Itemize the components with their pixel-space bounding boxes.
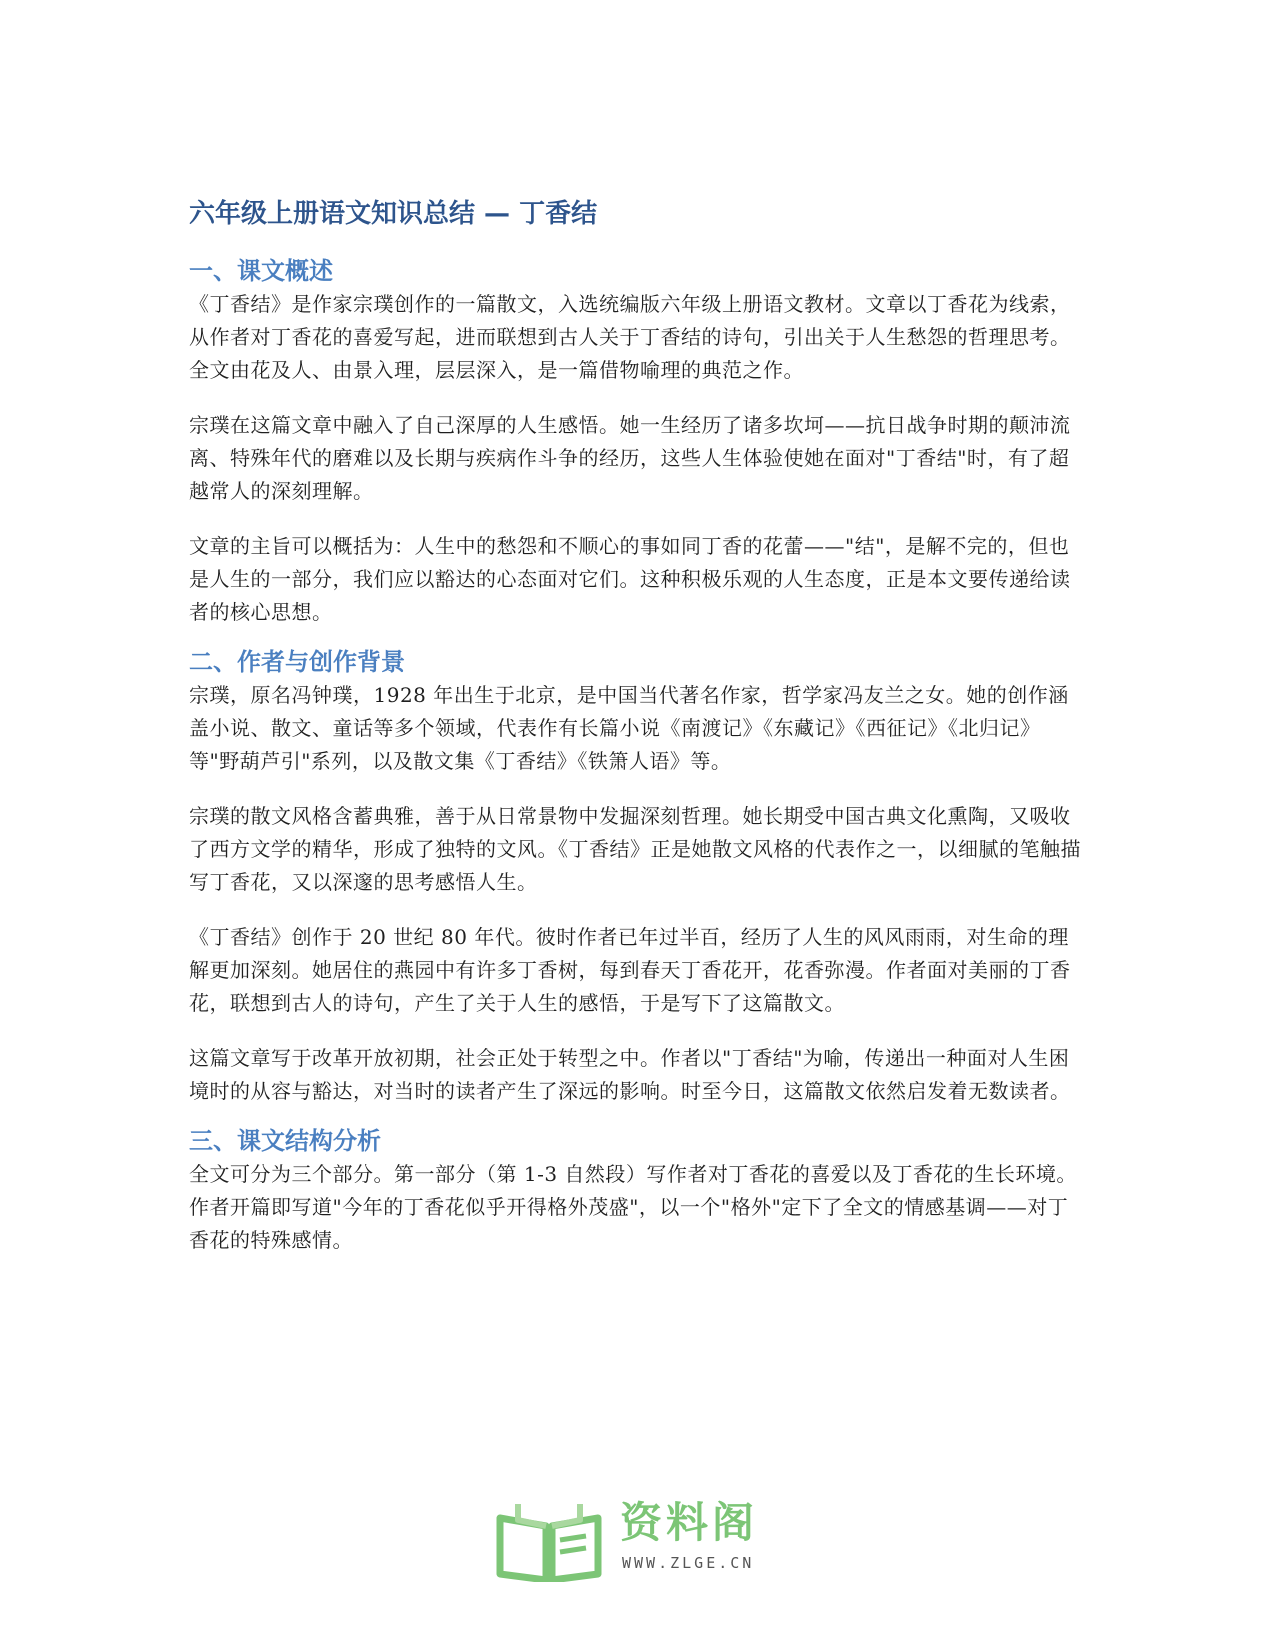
logo-name: 资料阁 [620,1498,759,1547]
section-structure [189,1124,1087,1257]
section-heading: 一、课文概述 [189,257,333,285]
logo-url: WWW.ZLGE.CN [622,1554,755,1572]
open-book-icon [490,1496,610,1582]
watermark-logo [490,1496,780,1582]
paragraph: 这篇文章写于改革开放初期，社会正处于转型之中。作者以"丁香结"为喻，传递出一种面对人生困境时的从容与豁达，对当时的读者产生了深远的影响。时至今日，这篇散文依然启发着无数读者。 [189,1046,1071,1103]
section-author-background [189,645,1087,1108]
paragraph: 文章的主旨可以概括为：人生中的愁怨和不顺心的事如同丁香的花蕾——"结"，是解不完的，但也是人生的一部分，我们应以豁达的心态面对它们。这种积极乐观的人生态度，正是本文要传递给读者的核心思想。 [189,534,1071,624]
paragraph: 《丁香结》创作于 20 世纪 80 年代。彼时作者已年过半百，经历了人生的风风雨雨，对生命的理解更加深刻。她居住的燕园中有许多丁香树，每到春天丁香花开，花香弥漫。作者面对美丽的丁香花，联想到古人的诗句，产生了关于人生的感悟，于是写下了这篇散文。 [189,925,1071,1015]
paragraph: 全文可分为三个部分。第一部分（第 1-3 自然段）写作者对丁香花的喜爱以及丁香花的生长环境。作者开篇即写道"今年的丁香花似乎开得格外茂盛"，以一个"格外"定下了全文的情感基调——对丁香花的特殊感情。 [189,1162,1077,1252]
paragraph: 《丁香结》是作家宗璞创作的一篇散文，入选统编版六年级上册语文教材。文章以丁香花为线索，从作者对丁香花的喜爱写起，进而联想到古人关于丁香结的诗句，引出关于人生愁怨的哲理思考。全文由花及人、由景入理，层层深入，是一篇借物喻理的典范之作。 [189,292,1071,382]
section-heading: 二、作者与创作背景 [189,648,405,676]
paragraph: 宗璞在这篇文章中融入了自己深厚的人生感悟。她一生经历了诸多坎坷——抗日战争时期的颠沛流离、特殊年代的磨难以及长期与疾病作斗争的经历，这些人生体验使她在面对"丁香结"时，有了超越常人的深刻理解。 [189,413,1071,503]
paragraph: 宗璞的散文风格含蓄典雅，善于从日常景物中发掘深刻哲理。她长期受中国古典文化熏陶，又吸收了西方文学的精华，形成了独特的文风。《丁香结》正是她散文风格的代表作之一，以细腻的笔触描写丁香花，又以深邃的思考感悟人生。 [189,804,1081,894]
document-body [189,196,1087,1273]
section-overview [189,254,1087,629]
paragraph: 宗璞，原名冯钟璞，1928 年出生于北京，是中国当代著名作家，哲学家冯友兰之女。她的创作涵盖小说、散文、童话等多个领域，代表作有长篇小说《南渡记》《东藏记》《西征记》《北归记》等"野葫芦引"系列，以及散文集《丁香结》《铁箫人语》等。 [189,683,1069,773]
section-heading: 三、课文结构分析 [189,1127,381,1155]
page-title: 六年级上册语文知识总结 — 丁香结 [189,199,598,229]
